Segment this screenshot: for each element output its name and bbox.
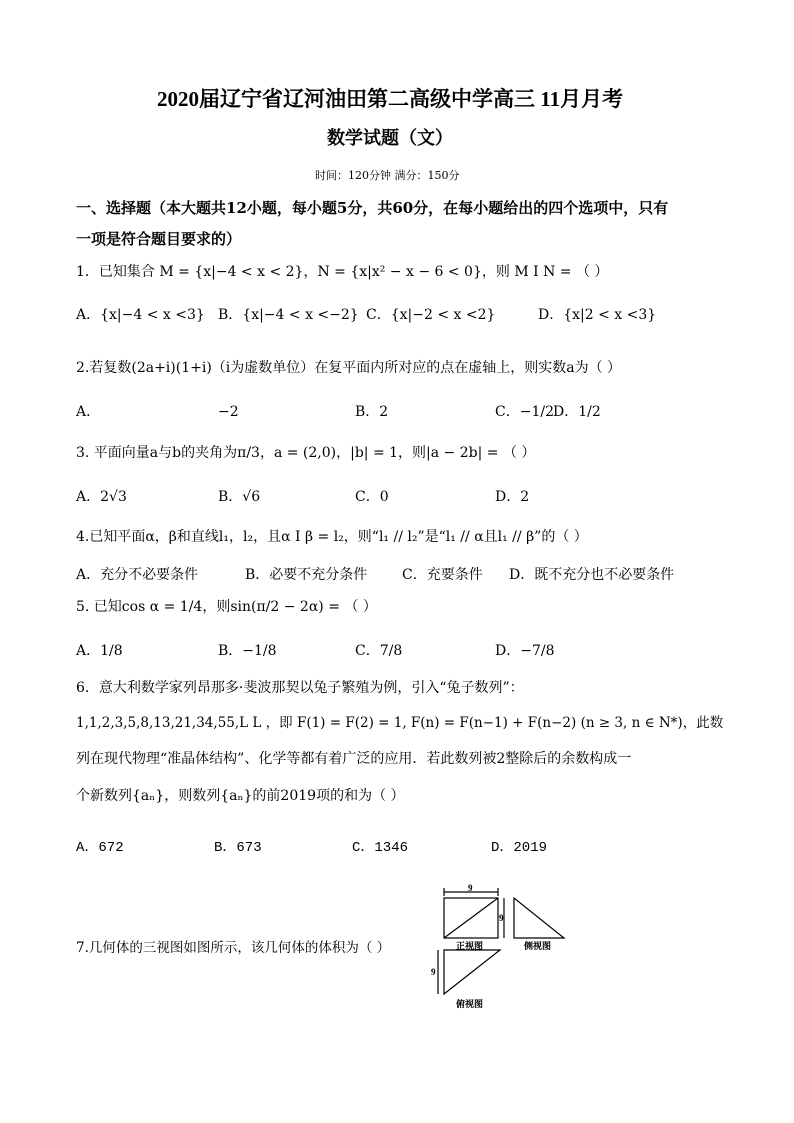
question-6-option-a: A．672 xyxy=(76,840,124,856)
exam-subtitle: 数学试题（文） xyxy=(327,128,453,148)
question-6-stem-line1: 6．意大利数学家列昂那多·斐波那契以兔子繁殖为例，引入“兔子数列”： xyxy=(76,680,524,696)
dim-label-top-view-left: 9 xyxy=(431,967,436,977)
question-2-option-d: D．1/2 xyxy=(553,404,601,420)
question-6-option-b: B．673 xyxy=(214,840,262,856)
label-top-view: 俯视图 xyxy=(456,999,484,1009)
question-2-option-c: C．−1/2 xyxy=(495,404,554,420)
question-3-option-a: A．2√3 xyxy=(76,489,127,505)
dim-label-front-right: 9 xyxy=(499,913,504,923)
question-5-option-a: A．1/8 xyxy=(76,643,123,659)
question-4-option-c: C．充要条件 xyxy=(402,567,483,583)
question-5-stem: 5. 已知cos α = 1/4，则sin(π/2 − 2α) = （ ） xyxy=(76,599,377,615)
section-heading-line2: 一项是符合题目要求的） xyxy=(76,230,242,248)
question-1-option-c: C．{x|−2 < x <2} xyxy=(366,307,496,323)
question-3-option-b: B．√6 xyxy=(218,489,261,505)
question-6-stem-line3: 列在现代物理“准晶体结构”、化学等都有着广泛的应用．若此数列被2整除后的余数构成一 xyxy=(76,751,632,767)
exam-title: 2020届辽宁省辽河油田第二高级中学高三 11月月考 xyxy=(157,87,624,111)
question-1-option-a: A．{x|−4 < x <3} xyxy=(76,307,205,323)
question-4-stem: 4.已知平面α，β和直线l₁，l₂，且α I β = l₂，则“l₁ // l₂”是“l₁ // α且l₁ // β”的（ ） xyxy=(76,529,588,545)
question-3-stem: 3. 平面向量a与b的夹角为π/3，a = (2,0)，|b| = 1，则|a − 2b| = （ ） xyxy=(76,445,536,461)
question-1-option-d: D．{x|2 < x <3} xyxy=(538,307,657,323)
question-6-stem-line4: 个新数列{aₙ}，则数列{aₙ}的前2019项的和为（ ） xyxy=(76,788,405,804)
dim-label-top: 9 xyxy=(468,883,473,893)
time-info: 时间：120分钟 满分：150分 xyxy=(315,169,460,182)
label-front-view: 正视图 xyxy=(456,941,484,951)
question-3-option-d: D．2 xyxy=(495,489,530,505)
three-view-figure xyxy=(428,883,608,1013)
question-2-option-b: B．2 xyxy=(355,404,389,420)
question-2-option-a-value: −2 xyxy=(218,404,239,420)
question-2-stem: 2.若复数(2a+i)(1+i)（i为虚数单位）在复平面内所对应的点在虚轴上，则实数a为（ ） xyxy=(76,360,622,376)
label-side-view: 侧视图 xyxy=(524,941,552,951)
question-1-option-b: B．{x|−4 < x <−2} xyxy=(218,307,359,323)
question-5-option-b: B．−1/8 xyxy=(218,643,277,659)
top-view-triangle xyxy=(444,950,500,994)
question-4-option-b: B．必要不充分条件 xyxy=(245,567,368,583)
question-4-option-a: A．充分不必要条件 xyxy=(76,567,199,583)
question-1-stem: 1．已知集合 M = {x|−4 < x < 2}，N = {x|x² − x − 6 < 0}，则 M I N = （ ） xyxy=(76,264,609,280)
question-6-option-c: C．1346 xyxy=(352,840,409,856)
question-7-stem: 7.几何体的三视图如图所示，该几何体的体积为（ ） xyxy=(76,940,391,956)
question-2-option-a: A． xyxy=(76,404,101,420)
section-heading-line1: 一、选择题（本大题共12小题，每小题5分，共60分，在每小题给出的四个选项中，只有 xyxy=(76,199,669,217)
question-5-option-c: C．7/8 xyxy=(355,643,403,659)
question-5-option-d: D．−7/8 xyxy=(495,643,555,659)
side-view-triangle xyxy=(514,898,564,938)
question-6-option-d: D．2019 xyxy=(491,840,548,856)
question-6-stem-line2: 1,1,2,3,5,8,13,21,34,55,L L ，即 F(1) = F(2) = 1, F(n) = F(n−1) + F(n−2) (n ≥ 3, n ∈ N*)，此数 xyxy=(76,715,724,731)
question-4-option-d: D．既不充分也不必要条件 xyxy=(509,567,675,583)
front-view-diagonal xyxy=(444,898,498,938)
question-3-option-c: C．0 xyxy=(355,489,389,505)
